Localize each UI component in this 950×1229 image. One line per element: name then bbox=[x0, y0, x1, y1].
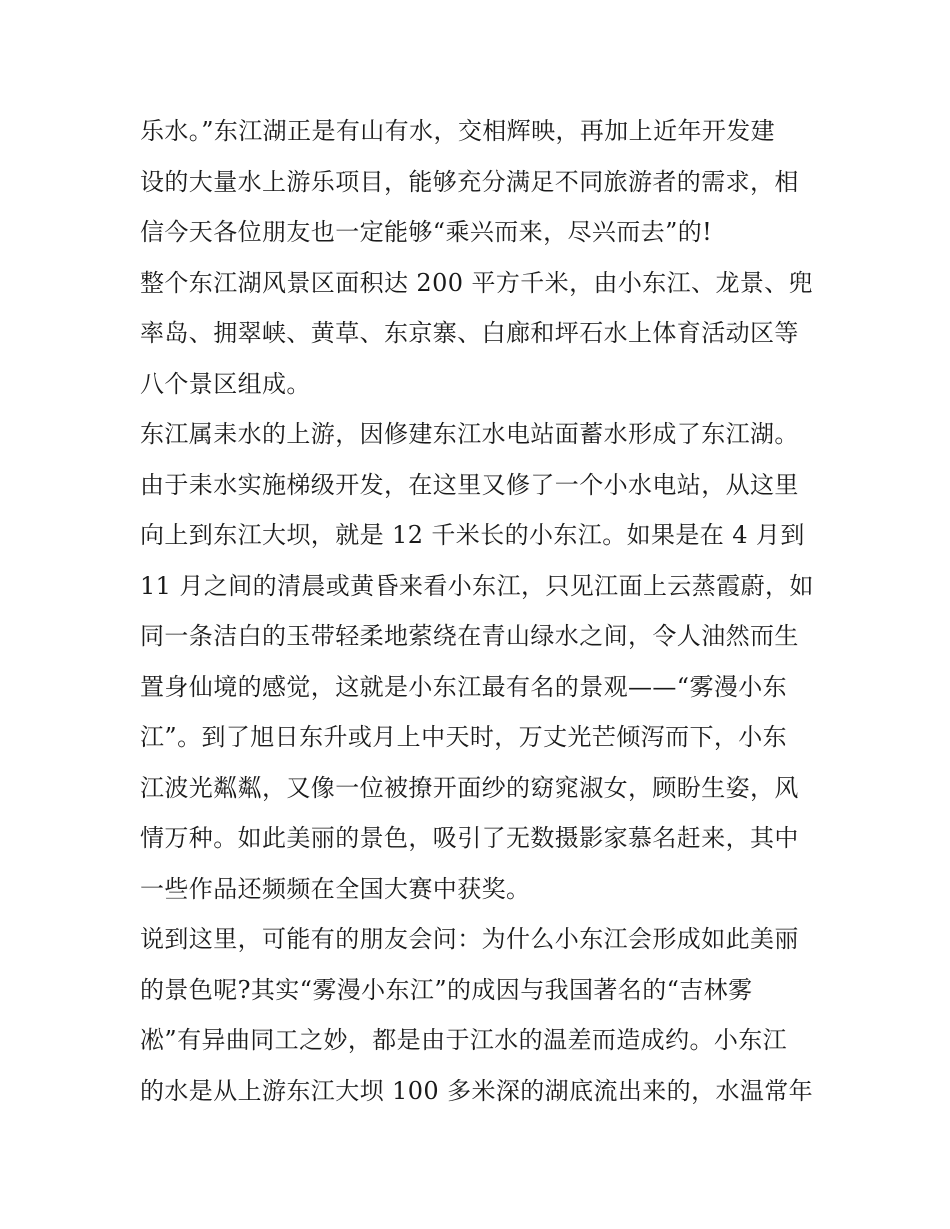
text-line: 八个景区组成。 bbox=[140, 369, 311, 398]
document-text-body bbox=[140, 106, 816, 1116]
text-line: 情万种。如此美丽的景色，吸引了无数摄影家慕名赶来，其中 bbox=[140, 824, 799, 852]
text-line: 设的大量水上游乐项目，能够充分满足不同旅游者的需求，相 bbox=[140, 167, 799, 196]
text-line: 江波光粼粼，又像一位被撩开面纱的窈窕淑女，顾盼生姿，风 bbox=[140, 773, 799, 802]
text-line: 率岛、拥翠峡、黄草、东京寨、白廊和坪石水上体育活动区等 bbox=[140, 319, 799, 347]
text-line: 的水是从上游东江大坝 100 多米深的湖底流出来的，水温常年 bbox=[140, 1076, 814, 1105]
text-line: 一些作品还频频在全国大赛中获奖。 bbox=[140, 874, 531, 903]
text-line: 由于耒水实施梯级开发，在这里又修了一个小水电站，从这里 bbox=[140, 470, 799, 499]
text-line: 凇”有异曲同工之妙，都是由于江水的温差而造成约。小东江 bbox=[140, 1026, 788, 1054]
text-line: 同一条洁白的玉带轻柔地萦绕在青山绿水之间，令人油然而生 bbox=[140, 622, 799, 650]
text-line: 江”。到了旭日东升或月上中天时，万丈光芒倾泻而下，小东 bbox=[140, 723, 788, 751]
text-line: 11 月之间的清晨或黄昏来看小东江，只见江面上云蒸霞蔚，如 bbox=[140, 571, 814, 600]
text-line: 信今天各位朋友也一定能够“乘兴而来，尽兴而去”的! bbox=[140, 218, 713, 246]
text-line: 的景色呢?其实“雾漫小东江”的成因与我国著名的“吉林雾 bbox=[140, 975, 753, 1004]
text-line: 整个东江湖风景区面积达 200 平方千米，由小东江、龙景、兜 bbox=[140, 268, 814, 297]
text-line: 乐水。”东江湖正是有山有水，交相辉映，再加上近年开发建 bbox=[140, 117, 776, 145]
text-line: 置身仙境的感觉，这就是小东江最有名的景观——“雾漫小东 bbox=[140, 672, 788, 701]
text-line: 向上到东江大坝，就是 12 千米长的小东江。如果是在 4 月到 bbox=[140, 521, 805, 549]
text-line: 东江属耒水的上游，因修建东江水电站面蓄水形成了东江湖。 bbox=[140, 420, 799, 448]
text-line: 说到这里，可能有的朋友会问：为什么小东江会形成如此美丽 bbox=[140, 925, 799, 953]
